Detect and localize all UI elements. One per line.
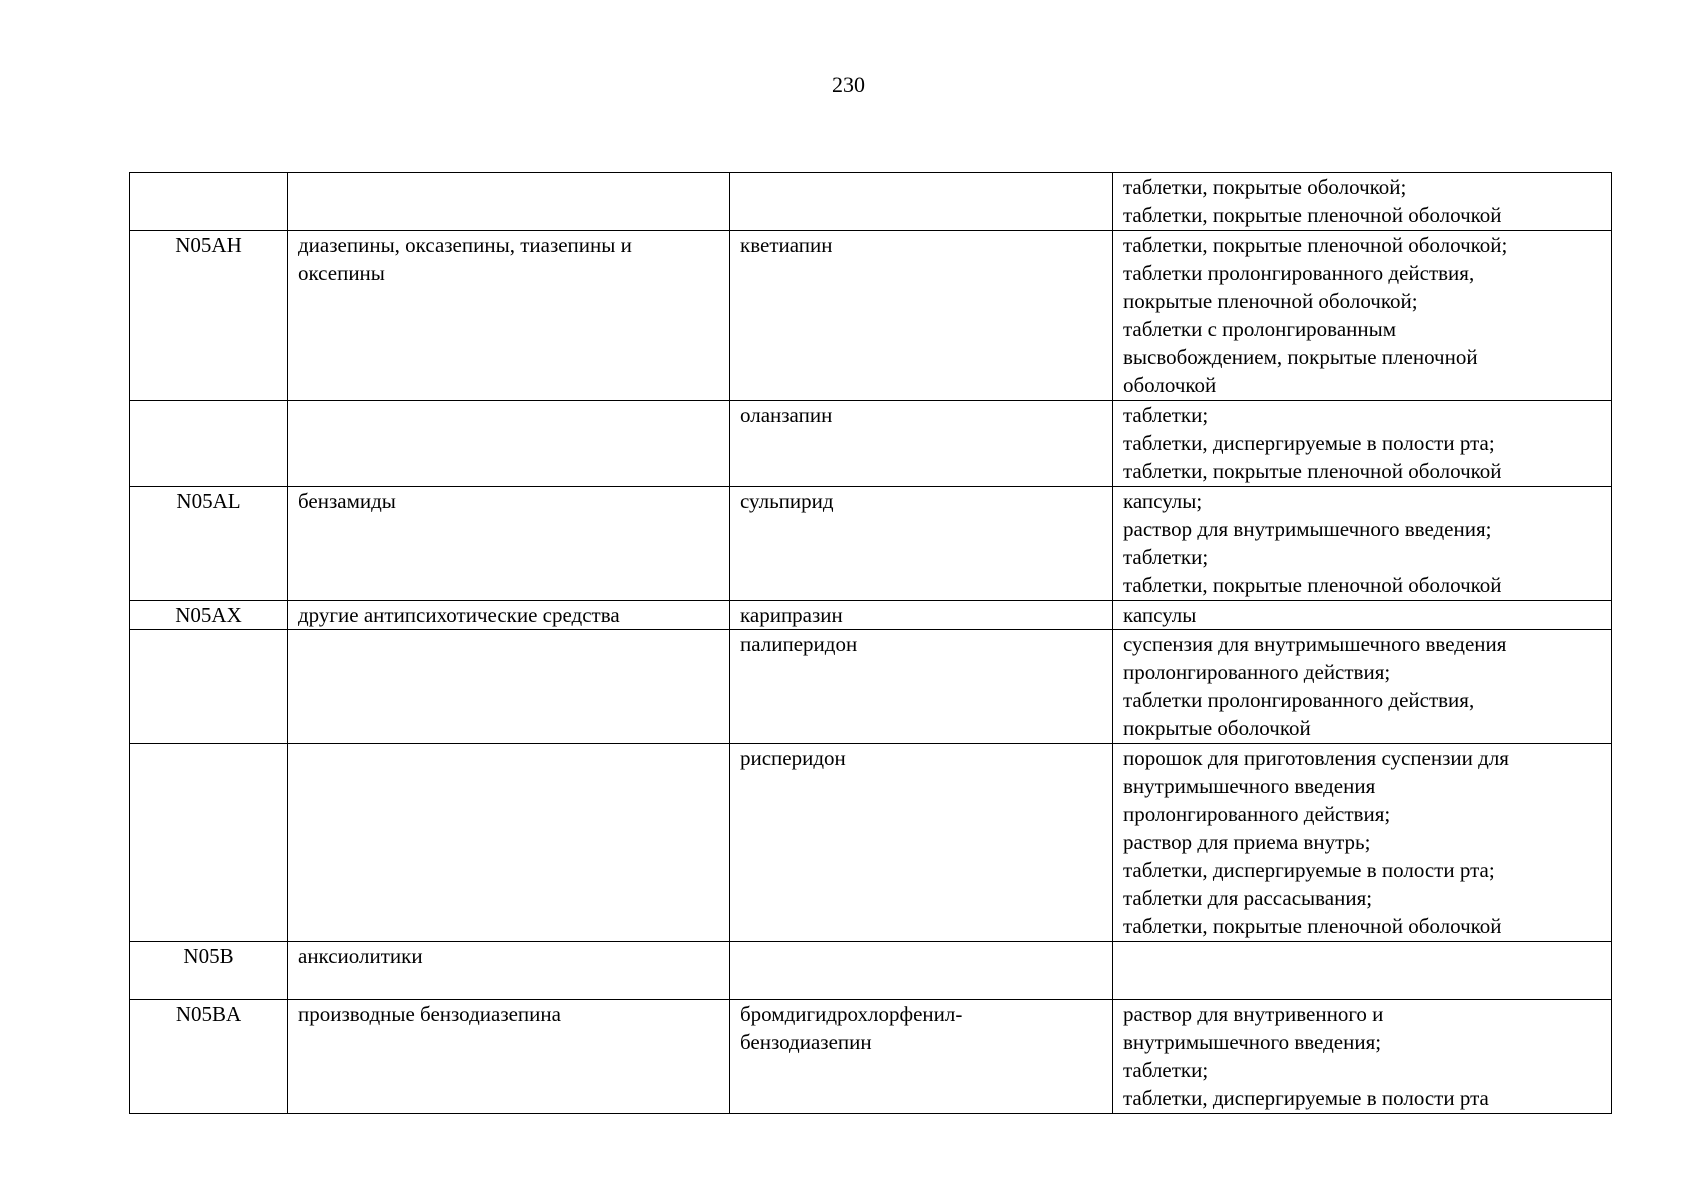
dosage-form-line: таблетки с пролонгированным [1123, 317, 1397, 341]
atc-code-cell [130, 487, 288, 601]
drug-name-line: рисперидон [740, 746, 846, 770]
dosage-form-line: таблетки, диспергируемые в полости рта; [1123, 431, 1495, 455]
atc-code-cell [130, 601, 288, 630]
group-name-cell [288, 630, 730, 744]
atc-code-cell [130, 1000, 288, 1114]
page-number: 230 [832, 72, 865, 97]
group-name-cell [288, 744, 730, 942]
atc-code-cell [130, 744, 288, 942]
atc-code: N05B [183, 944, 234, 968]
group-name-cell [288, 942, 730, 1000]
drug-name-line: бензодиазепин [740, 1030, 872, 1054]
drug-name-cell [730, 231, 1113, 401]
dosage-form-line: покрытые оболочкой [1123, 716, 1311, 740]
dosage-form-line: таблетки пролонгированного действия, [1123, 688, 1475, 712]
atc-code: N05AL [176, 489, 241, 513]
dosage-form-line: раствор для приема внутрь; [1123, 830, 1371, 854]
group-name-line: производные бензодиазепина [298, 1002, 561, 1026]
dosage-form-line: таблетки, покрытые пленочной оболочкой [1123, 914, 1502, 938]
group-name-line: другие антипсихотические средства [298, 603, 620, 627]
dosage-form-line: пролонгированного действия; [1123, 802, 1391, 826]
drug-name-line: палиперидон [740, 632, 858, 656]
dosage-form-line: таблетки, покрытые пленочной оболочкой; [1123, 233, 1508, 257]
drug-name-cell [730, 173, 1113, 231]
drug-name-cell [730, 487, 1113, 601]
dosage-form-line: высвобождением, покрытые пленочной [1123, 345, 1478, 369]
dosage-form-line: суспензия для внутримышечного введения [1123, 632, 1507, 656]
dosage-form-line: внутримышечного введения; [1123, 1030, 1382, 1054]
atc-code-cell [130, 630, 288, 744]
drug-table [129, 172, 1612, 1114]
group-name-line: анксиолитики [298, 944, 423, 968]
table-row [130, 401, 1612, 487]
dosage-form-line: таблетки; [1123, 545, 1209, 569]
dosage-forms-cell [1113, 487, 1612, 601]
dosage-form-line: порошок для приготовления суспензии для [1123, 746, 1509, 770]
group-name-cell [288, 173, 730, 231]
dosage-form-line: покрытые пленочной оболочкой; [1123, 289, 1418, 313]
table-row [130, 942, 1612, 1000]
drug-name-cell [730, 401, 1113, 487]
dosage-form-line: таблетки; [1123, 403, 1209, 427]
atc-code: N05AH [175, 233, 242, 257]
group-name-line: оксепины [298, 261, 385, 285]
dosage-form-line: таблетки для рассасывания; [1123, 886, 1373, 910]
drug-name-line: бромдигидрохлорфенил- [740, 1002, 963, 1026]
dosage-forms-cell [1113, 401, 1612, 487]
dosage-form-line: таблетки пролонгированного действия, [1123, 261, 1475, 285]
table-row [130, 744, 1612, 942]
dosage-form-line: оболочкой [1123, 373, 1217, 397]
group-name-cell [288, 601, 730, 630]
table-row [130, 601, 1612, 630]
dosage-forms-cell [1113, 601, 1612, 630]
dosage-forms-cell [1113, 630, 1612, 744]
group-name-cell [288, 487, 730, 601]
drug-name-cell [730, 942, 1113, 1000]
atc-code: N05AX [175, 603, 242, 627]
group-name-cell [288, 1000, 730, 1114]
atc-code-cell [130, 231, 288, 401]
drug-name-line: сульпирид [740, 489, 834, 513]
table-row [130, 173, 1612, 231]
dosage-forms-cell [1113, 231, 1612, 401]
group-name-cell [288, 401, 730, 487]
atc-code: N05BA [175, 1002, 242, 1026]
drug-name-line: оланзапин [740, 403, 833, 427]
dosage-forms-cell [1113, 942, 1612, 1000]
drug-name-cell [730, 1000, 1113, 1114]
drug-name-cell [730, 744, 1113, 942]
dosage-form-line: капсулы; [1123, 489, 1203, 513]
dosage-form-line: таблетки, покрытые пленочной оболочкой [1123, 573, 1502, 597]
drug-name-line: карипразин [740, 603, 843, 627]
atc-code-cell [130, 173, 288, 231]
table-row [130, 1000, 1612, 1114]
dosage-form-line: раствор для внутривенного и [1123, 1002, 1384, 1026]
group-name-line: бензамиды [298, 489, 396, 513]
dosage-form-line: внутримышечного введения [1123, 774, 1376, 798]
atc-code-cell [130, 942, 288, 1000]
dosage-form-line: таблетки, диспергируемые в полости рта; [1123, 858, 1495, 882]
dosage-form-line: таблетки, диспергируемые в полости рта [1123, 1086, 1489, 1110]
table-row [130, 630, 1612, 744]
dosage-form-line: раствор для внутримышечного введения; [1123, 517, 1492, 541]
dosage-form-line: таблетки, покрытые пленочной оболочкой [1123, 459, 1502, 483]
dosage-form-line: таблетки, покрытые пленочной оболочкой [1123, 203, 1502, 227]
dosage-form-line: капсулы [1123, 603, 1197, 627]
dosage-forms-cell [1113, 173, 1612, 231]
dosage-form-line: пролонгированного действия; [1123, 660, 1391, 684]
drug-name-cell [730, 601, 1113, 630]
dosage-forms-cell [1113, 744, 1612, 942]
drug-name-line: кветиапин [740, 233, 833, 257]
drug-name-cell [730, 630, 1113, 744]
group-name-line: диазепины, оксазепины, тиазепины и [298, 233, 632, 257]
dosage-forms-cell [1113, 1000, 1612, 1114]
dosage-form-line: таблетки, покрытые оболочкой; [1123, 175, 1407, 199]
dosage-form-line: таблетки; [1123, 1058, 1209, 1082]
atc-code-cell [130, 401, 288, 487]
group-name-cell [288, 231, 730, 401]
table-row [130, 487, 1612, 601]
table-row [130, 231, 1612, 401]
